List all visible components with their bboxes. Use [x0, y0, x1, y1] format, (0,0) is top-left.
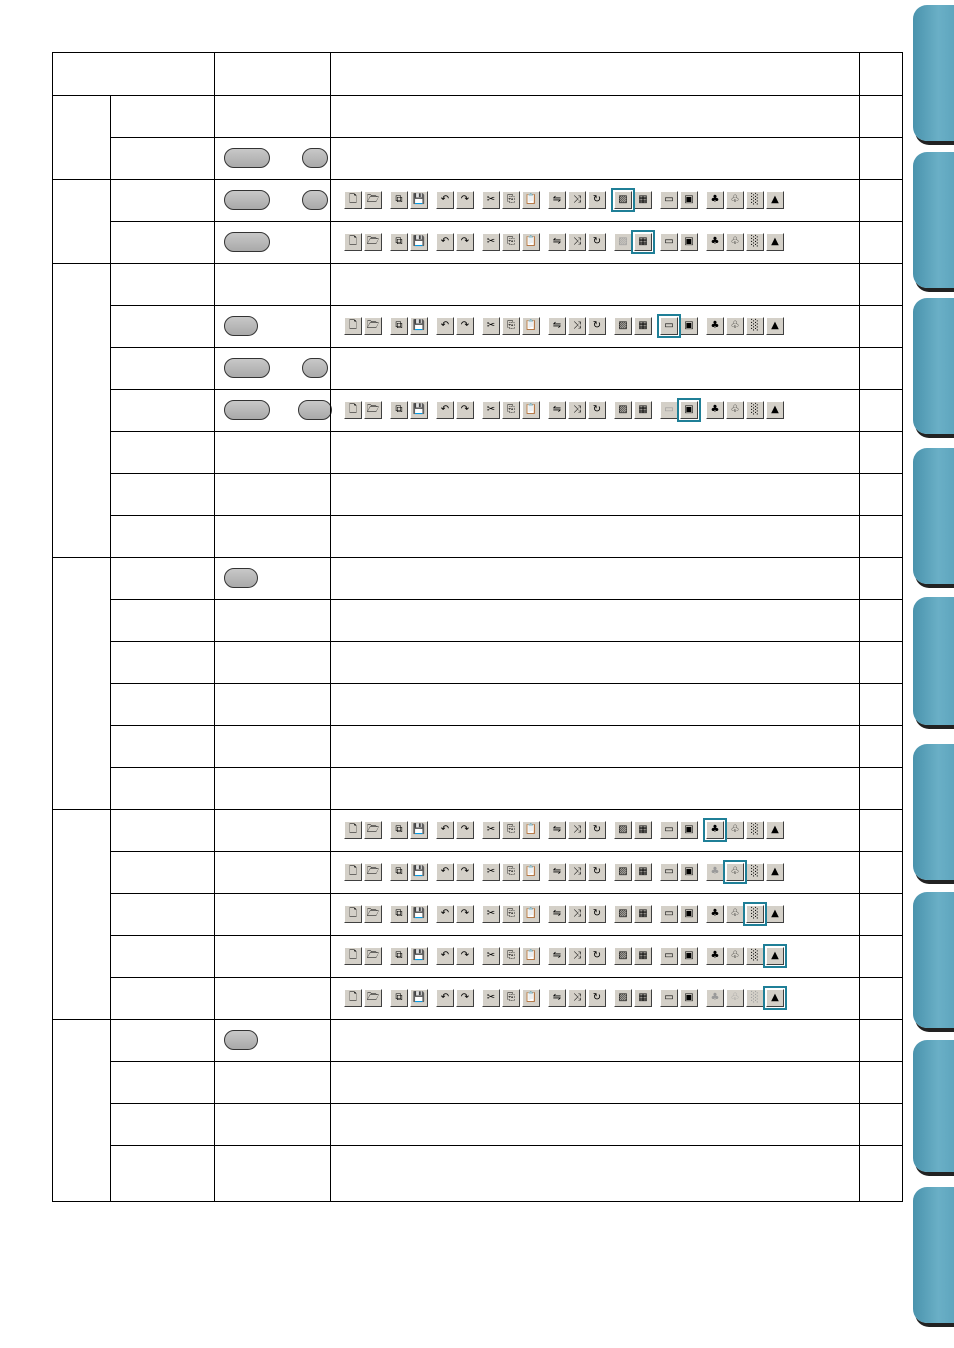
- cut-icon: ✂: [482, 191, 500, 209]
- realistic-preview-icon: ▣: [680, 233, 698, 251]
- cut-icon: ✂: [482, 989, 500, 1007]
- table-row: [52, 389, 903, 431]
- toolbar-image: [344, 945, 786, 967]
- modifier-key: [224, 232, 270, 252]
- realistic-preview-icon: ▣: [680, 989, 698, 1007]
- table-row: [52, 473, 903, 515]
- redo-icon: ↷: [456, 317, 474, 335]
- import-icon: ⧉: [390, 905, 408, 923]
- new-file-icon: 🗋: [344, 905, 362, 923]
- stitch-order-icon: ▦: [634, 989, 652, 1007]
- stitch-order-icon: ▦: [634, 863, 652, 881]
- design-property-icon: ♣: [706, 989, 724, 1007]
- chapter-tab[interactable]: [913, 892, 954, 1028]
- table-rule: [110, 599, 903, 600]
- open-file-icon: 🗁: [364, 191, 382, 209]
- mirror-icon: ⇋: [548, 863, 566, 881]
- cut-icon: ✂: [482, 233, 500, 251]
- toolbar-image: [344, 189, 786, 211]
- table-row: [52, 725, 903, 767]
- table-rule: [110, 683, 903, 684]
- text-attribute-icon: ▲: [766, 989, 784, 1007]
- rotate-icon: ↻: [588, 821, 606, 839]
- text-attribute-icon: ▲: [766, 191, 784, 209]
- table-row: [52, 347, 903, 389]
- table-rule: [330, 52, 331, 1202]
- stitch-order-icon: ▦: [634, 233, 652, 251]
- table-row: [52, 767, 903, 809]
- modifier-key: [224, 316, 258, 336]
- table-rule: [110, 767, 903, 768]
- chapter-tab[interactable]: [913, 298, 954, 434]
- open-file-icon: 🗁: [364, 863, 382, 881]
- import-icon: ⧉: [390, 233, 408, 251]
- stitch-simulator-icon: ▨: [614, 317, 632, 335]
- paste-icon: 📋: [522, 863, 540, 881]
- table-row: [52, 431, 903, 473]
- paste-icon: 📋: [522, 191, 540, 209]
- text-attribute-icon: ▲: [766, 401, 784, 419]
- save-icon: 💾: [410, 989, 428, 1007]
- new-file-icon: 🗋: [344, 401, 362, 419]
- chapter-tab[interactable]: [913, 152, 954, 288]
- paste-icon: 📋: [522, 947, 540, 965]
- design-property-icon: ♣: [706, 401, 724, 419]
- sewing-attributes-icon: ♧: [726, 905, 744, 923]
- text-attribute-icon: ▲: [766, 947, 784, 965]
- paste-icon: 📋: [522, 989, 540, 1007]
- new-file-icon: 🗋: [344, 191, 362, 209]
- open-file-icon: 🗁: [364, 905, 382, 923]
- fill-pattern-icon: ░: [746, 191, 764, 209]
- sewing-attributes-icon: ♧: [726, 401, 744, 419]
- preview-icon: ▭: [660, 401, 678, 419]
- paste-icon: 📋: [522, 317, 540, 335]
- fill-pattern-icon: ░: [746, 317, 764, 335]
- table-rule: [902, 52, 903, 1202]
- design-property-icon: ♣: [706, 821, 724, 839]
- flip-icon: ⤨: [568, 947, 586, 965]
- stitch-simulator-icon: ▨: [614, 863, 632, 881]
- table-rule: [110, 221, 903, 222]
- design-property-icon: ♣: [706, 905, 724, 923]
- table-row: [52, 1103, 903, 1145]
- sewing-attributes-icon: ♧: [726, 191, 744, 209]
- rotate-icon: ↻: [588, 317, 606, 335]
- preview-icon: ▭: [660, 989, 678, 1007]
- preview-icon: ▭: [660, 821, 678, 839]
- redo-icon: ↷: [456, 905, 474, 923]
- toolbar-image: [344, 987, 786, 1009]
- letter-key: [298, 400, 332, 420]
- new-file-icon: 🗋: [344, 989, 362, 1007]
- chapter-tab[interactable]: [913, 1187, 954, 1323]
- table-rule: [110, 263, 903, 264]
- fill-pattern-icon: ░: [746, 863, 764, 881]
- sewing-attributes-icon: ♧: [726, 317, 744, 335]
- table-rule: [110, 1019, 903, 1020]
- table-row: [52, 557, 903, 599]
- toolbar-image: [344, 231, 786, 253]
- sewing-attributes-icon: ♧: [726, 863, 744, 881]
- preview-icon: ▭: [660, 863, 678, 881]
- table-rule: [110, 305, 903, 306]
- undo-icon: ↶: [436, 401, 454, 419]
- modifier-key: [224, 568, 258, 588]
- open-file-icon: 🗁: [364, 989, 382, 1007]
- letter-key: [302, 148, 328, 168]
- modifier-key: [224, 190, 270, 210]
- table-row: [52, 851, 903, 893]
- mirror-icon: ⇋: [548, 401, 566, 419]
- table-rule: [110, 137, 903, 138]
- table-row: [52, 599, 903, 641]
- fill-pattern-icon: ░: [746, 989, 764, 1007]
- fill-pattern-icon: ░: [746, 233, 764, 251]
- table-row: [52, 179, 903, 221]
- design-property-icon: ♣: [706, 317, 724, 335]
- import-icon: ⧉: [390, 863, 408, 881]
- stitch-simulator-icon: ▨: [614, 821, 632, 839]
- fill-pattern-icon: ░: [746, 401, 764, 419]
- table-rule: [110, 1103, 903, 1104]
- sewing-attributes-icon: ♧: [726, 821, 744, 839]
- stitch-simulator-icon: ▨: [614, 989, 632, 1007]
- modifier-key: [224, 1030, 258, 1050]
- rotate-icon: ↻: [588, 863, 606, 881]
- realistic-preview-icon: ▣: [680, 863, 698, 881]
- new-file-icon: 🗋: [344, 233, 362, 251]
- table-row: [52, 1019, 903, 1061]
- table-rule: [110, 473, 903, 474]
- modifier-key: [224, 400, 270, 420]
- copy-icon: ⎘: [502, 989, 520, 1007]
- new-file-icon: 🗋: [344, 317, 362, 335]
- preview-icon: ▭: [660, 317, 678, 335]
- table-row: [52, 893, 903, 935]
- paste-icon: 📋: [522, 905, 540, 923]
- flip-icon: ⤨: [568, 233, 586, 251]
- redo-icon: ↷: [456, 821, 474, 839]
- copy-icon: ⎘: [502, 317, 520, 335]
- cut-icon: ✂: [482, 401, 500, 419]
- table-row: [52, 1061, 903, 1103]
- stitch-order-icon: ▦: [634, 821, 652, 839]
- mirror-icon: ⇋: [548, 821, 566, 839]
- table-rule: [52, 52, 903, 53]
- copy-icon: ⎘: [502, 947, 520, 965]
- import-icon: ⧉: [390, 989, 408, 1007]
- letter-key: [302, 190, 328, 210]
- paste-icon: 📋: [522, 233, 540, 251]
- stitch-simulator-icon: ▨: [614, 947, 632, 965]
- flip-icon: ⤨: [568, 863, 586, 881]
- chapter-tab[interactable]: [913, 5, 954, 141]
- undo-icon: ↶: [436, 191, 454, 209]
- table-rule: [110, 1061, 903, 1062]
- copy-icon: ⎘: [502, 863, 520, 881]
- table-rule: [110, 389, 903, 390]
- table-row: [52, 809, 903, 851]
- redo-icon: ↷: [456, 989, 474, 1007]
- table-row: [52, 683, 903, 725]
- table-rule: [110, 515, 903, 516]
- cut-icon: ✂: [482, 905, 500, 923]
- table-rule: [110, 1145, 903, 1146]
- save-icon: 💾: [410, 317, 428, 335]
- reference-table: [52, 52, 903, 1202]
- design-property-icon: ♣: [706, 233, 724, 251]
- copy-icon: ⎘: [502, 191, 520, 209]
- flip-icon: ⤨: [568, 989, 586, 1007]
- realistic-preview-icon: ▣: [680, 947, 698, 965]
- save-icon: 💾: [410, 821, 428, 839]
- table-row: [52, 935, 903, 977]
- chapter-tab[interactable]: [913, 597, 954, 725]
- paste-icon: 📋: [522, 401, 540, 419]
- text-attribute-icon: ▲: [766, 233, 784, 251]
- table-row: [52, 137, 903, 179]
- text-attribute-icon: ▲: [766, 905, 784, 923]
- toolbar-image: [344, 861, 786, 883]
- chapter-tab[interactable]: [913, 1040, 954, 1172]
- table-rule: [214, 52, 215, 1202]
- preview-icon: ▭: [660, 233, 678, 251]
- table-rule: [110, 641, 903, 642]
- text-attribute-icon: ▲: [766, 821, 784, 839]
- redo-icon: ↷: [456, 947, 474, 965]
- table-row: [52, 1145, 903, 1187]
- text-attribute-icon: ▲: [766, 317, 784, 335]
- table-row: [52, 977, 903, 1019]
- sewing-attributes-icon: ♧: [726, 947, 744, 965]
- cut-icon: ✂: [482, 317, 500, 335]
- save-icon: 💾: [410, 233, 428, 251]
- table-rule: [110, 431, 903, 432]
- cut-icon: ✂: [482, 821, 500, 839]
- table-row: [52, 641, 903, 683]
- flip-icon: ⤨: [568, 905, 586, 923]
- flip-icon: ⤨: [568, 821, 586, 839]
- import-icon: ⧉: [390, 821, 408, 839]
- sewing-attributes-icon: ♧: [726, 989, 744, 1007]
- toolbar-image: [344, 819, 786, 841]
- mirror-icon: ⇋: [548, 317, 566, 335]
- table-rule: [110, 347, 903, 348]
- stitch-order-icon: ▦: [634, 905, 652, 923]
- redo-icon: ↷: [456, 401, 474, 419]
- open-file-icon: 🗁: [364, 821, 382, 839]
- stitch-order-icon: ▦: [634, 947, 652, 965]
- table-row: [52, 515, 903, 557]
- preview-icon: ▭: [660, 947, 678, 965]
- undo-icon: ↶: [436, 233, 454, 251]
- stitch-order-icon: ▦: [634, 317, 652, 335]
- table-rule: [110, 977, 903, 978]
- table-rule: [110, 935, 903, 936]
- stitch-simulator-icon: ▨: [614, 905, 632, 923]
- table-rule: [110, 809, 903, 810]
- undo-icon: ↶: [436, 317, 454, 335]
- flip-icon: ⤨: [568, 317, 586, 335]
- mirror-icon: ⇋: [548, 947, 566, 965]
- mirror-icon: ⇋: [548, 905, 566, 923]
- fill-pattern-icon: ░: [746, 947, 764, 965]
- letter-key: [302, 358, 328, 378]
- stitch-simulator-icon: ▨: [614, 401, 632, 419]
- paste-icon: 📋: [522, 821, 540, 839]
- modifier-key: [224, 148, 270, 168]
- toolbar-image: [344, 315, 786, 337]
- save-icon: 💾: [410, 191, 428, 209]
- flip-icon: ⤨: [568, 191, 586, 209]
- import-icon: ⧉: [390, 401, 408, 419]
- open-file-icon: 🗁: [364, 233, 382, 251]
- table-rule: [52, 1201, 903, 1202]
- table-rule: [52, 52, 53, 1202]
- table-row: [52, 305, 903, 347]
- copy-icon: ⎘: [502, 821, 520, 839]
- open-file-icon: 🗁: [364, 317, 382, 335]
- save-icon: 💾: [410, 947, 428, 965]
- chapter-tab[interactable]: [913, 744, 954, 880]
- redo-icon: ↷: [456, 233, 474, 251]
- realistic-preview-icon: ▣: [680, 317, 698, 335]
- sewing-attributes-icon: ♧: [726, 233, 744, 251]
- fill-pattern-icon: ░: [746, 905, 764, 923]
- table-row: [52, 263, 903, 305]
- mirror-icon: ⇋: [548, 989, 566, 1007]
- realistic-preview-icon: ▣: [680, 401, 698, 419]
- rotate-icon: ↻: [588, 191, 606, 209]
- realistic-preview-icon: ▣: [680, 905, 698, 923]
- copy-icon: ⎘: [502, 401, 520, 419]
- preview-icon: ▭: [660, 191, 678, 209]
- undo-icon: ↶: [436, 863, 454, 881]
- table-rule: [110, 893, 903, 894]
- rotate-icon: ↻: [588, 947, 606, 965]
- new-file-icon: 🗋: [344, 821, 362, 839]
- chapter-tab[interactable]: [913, 448, 954, 584]
- rotate-icon: ↻: [588, 989, 606, 1007]
- design-property-icon: ♣: [706, 863, 724, 881]
- stitch-order-icon: ▦: [634, 191, 652, 209]
- undo-icon: ↶: [436, 947, 454, 965]
- cut-icon: ✂: [482, 863, 500, 881]
- save-icon: 💾: [410, 401, 428, 419]
- modifier-key: [224, 358, 270, 378]
- toolbar-image: [344, 903, 786, 925]
- undo-icon: ↶: [436, 989, 454, 1007]
- rotate-icon: ↻: [588, 401, 606, 419]
- undo-icon: ↶: [436, 905, 454, 923]
- copy-icon: ⎘: [502, 905, 520, 923]
- stitch-order-icon: ▦: [634, 401, 652, 419]
- import-icon: ⧉: [390, 947, 408, 965]
- new-file-icon: 🗋: [344, 863, 362, 881]
- redo-icon: ↷: [456, 863, 474, 881]
- table-rule: [110, 557, 903, 558]
- table-row: [52, 95, 903, 137]
- new-file-icon: 🗋: [344, 947, 362, 965]
- save-icon: 💾: [410, 905, 428, 923]
- open-file-icon: 🗁: [364, 947, 382, 965]
- toolbar-image: [344, 399, 786, 421]
- table-row: [52, 221, 903, 263]
- realistic-preview-icon: ▣: [680, 191, 698, 209]
- fill-pattern-icon: ░: [746, 821, 764, 839]
- realistic-preview-icon: ▣: [680, 821, 698, 839]
- design-property-icon: ♣: [706, 947, 724, 965]
- mirror-icon: ⇋: [548, 191, 566, 209]
- text-attribute-icon: ▲: [766, 863, 784, 881]
- table-rule: [859, 52, 860, 1202]
- open-file-icon: 🗁: [364, 401, 382, 419]
- table-rule: [52, 95, 903, 96]
- import-icon: ⧉: [390, 191, 408, 209]
- preview-icon: ▭: [660, 905, 678, 923]
- rotate-icon: ↻: [588, 905, 606, 923]
- table-rule: [110, 851, 903, 852]
- redo-icon: ↷: [456, 191, 474, 209]
- cut-icon: ✂: [482, 947, 500, 965]
- stitch-simulator-icon: ▨: [614, 233, 632, 251]
- flip-icon: ⤨: [568, 401, 586, 419]
- import-icon: ⧉: [390, 317, 408, 335]
- rotate-icon: ↻: [588, 233, 606, 251]
- save-icon: 💾: [410, 863, 428, 881]
- stitch-simulator-icon: ▨: [614, 191, 632, 209]
- copy-icon: ⎘: [502, 233, 520, 251]
- mirror-icon: ⇋: [548, 233, 566, 251]
- table-rule: [110, 179, 903, 180]
- table-rule: [110, 725, 903, 726]
- table-rule: [110, 95, 111, 1202]
- design-property-icon: ♣: [706, 191, 724, 209]
- undo-icon: ↶: [436, 821, 454, 839]
